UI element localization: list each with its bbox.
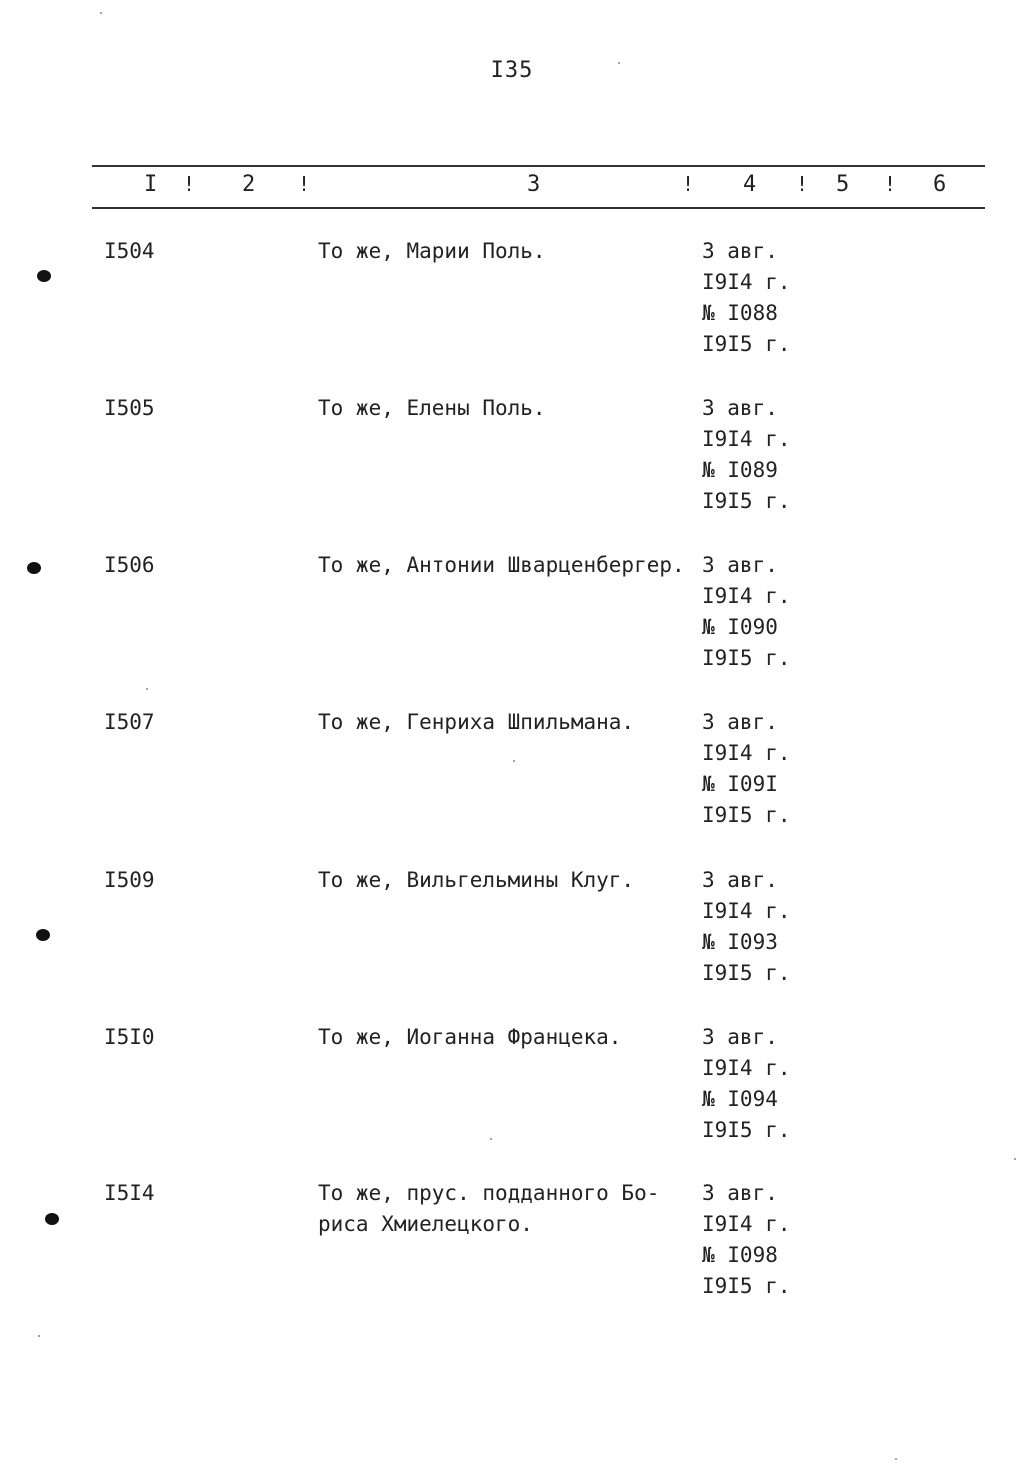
record-row: [0, 865, 1024, 1005]
record-number: I509: [104, 868, 155, 892]
date-line: I9I5 г.: [702, 1118, 791, 1142]
date-line: 3 авг.: [702, 1025, 778, 1049]
date-line: № I090: [702, 615, 778, 639]
date-line: № I089: [702, 458, 778, 482]
table-header-rule: [92, 207, 985, 209]
date-line: I9I4 г.: [702, 1212, 791, 1236]
header-separator: !: [884, 172, 897, 196]
header-col-4: 4: [743, 172, 757, 197]
date-line: 3 авг.: [702, 1181, 778, 1205]
date-line: I9I4 г.: [702, 270, 791, 294]
date-line: № I098: [702, 1243, 778, 1267]
date-line: 3 авг.: [702, 553, 778, 577]
scan-speck: [513, 760, 515, 762]
punch-hole-mark: [27, 562, 41, 574]
date-line: I9I4 г.: [702, 1056, 791, 1080]
header-col-1: I: [144, 172, 158, 197]
header-separator: !: [682, 172, 695, 196]
record-description: То же, Вильгельмины Клуг.: [318, 868, 635, 892]
punch-hole-mark: [37, 270, 51, 282]
record-dates: [702, 236, 842, 360]
record-row: [0, 550, 1024, 690]
record-row: [0, 393, 1024, 533]
date-line: 3 авг.: [702, 868, 778, 892]
header-col-6: 6: [933, 172, 947, 197]
date-line: I9I4 г.: [702, 427, 791, 451]
record-dates: [702, 1022, 842, 1146]
header-col-3: 3: [527, 172, 541, 197]
date-line: 3 авг.: [702, 239, 778, 263]
header-separator: !: [298, 172, 311, 196]
date-line: 3 авг.: [702, 710, 778, 734]
scan-speck: [146, 688, 148, 690]
date-line: I9I5 г.: [702, 1274, 791, 1298]
record-number: I507: [104, 710, 155, 734]
date-line: № I094: [702, 1087, 778, 1111]
record-number: I505: [104, 396, 155, 420]
record-row: [0, 236, 1024, 376]
table-header: [0, 172, 1024, 202]
date-line: 3 авг.: [702, 396, 778, 420]
date-line: № I093: [702, 930, 778, 954]
record-dates: [702, 550, 842, 674]
date-line: I9I4 г.: [702, 584, 791, 608]
record-dates: [702, 393, 842, 517]
record-number: I504: [104, 239, 155, 263]
date-line: № I088: [702, 301, 778, 325]
record-description: То же, прус. подданного Бо- риса Хмиелецкого.: [318, 1181, 660, 1236]
date-line: I9I5 г.: [702, 961, 791, 985]
punch-hole-mark: [36, 929, 50, 941]
table-top-rule: [92, 165, 985, 167]
date-line: I9I5 г.: [702, 646, 791, 670]
record-number: I506: [104, 553, 155, 577]
scan-speck: [895, 1458, 897, 1460]
punch-hole-mark: [45, 1213, 59, 1225]
record-description: То же, Елены Поль.: [318, 396, 546, 420]
header-col-5: 5: [836, 172, 850, 197]
record-dates: [702, 865, 842, 989]
record-dates: [702, 707, 842, 831]
record-row: [0, 1022, 1024, 1162]
record-number: I5I0: [104, 1025, 155, 1049]
date-line: I9I4 г.: [702, 741, 791, 765]
date-line: I9I5 г.: [702, 332, 791, 356]
scan-speck: [490, 1138, 492, 1140]
record-dates: [702, 1178, 842, 1302]
scan-speck: [618, 62, 620, 64]
record-description: То же, Марии Поль.: [318, 239, 546, 263]
header-col-2: 2: [242, 172, 256, 197]
scan-speck: [100, 12, 102, 14]
date-line: I9I4 г.: [702, 899, 791, 923]
date-line: I9I5 г.: [702, 803, 791, 827]
record-description: То же, Антонии Шварценбергер.: [318, 553, 685, 577]
date-line: I9I5 г.: [702, 489, 791, 513]
header-separator: !: [796, 172, 809, 196]
record-row: [0, 1178, 1024, 1318]
page-number: I35: [490, 58, 534, 83]
record-row: [0, 707, 1024, 847]
scan-speck: [1014, 1158, 1016, 1160]
date-line: № I09I: [702, 772, 778, 796]
record-description: То же, Генриха Шпильмана.: [318, 710, 635, 734]
record-number: I5I4: [104, 1181, 155, 1205]
record-description: То же, Иоганна Францека.: [318, 1025, 622, 1049]
scan-speck: [38, 1335, 40, 1337]
header-separator: !: [183, 172, 196, 196]
